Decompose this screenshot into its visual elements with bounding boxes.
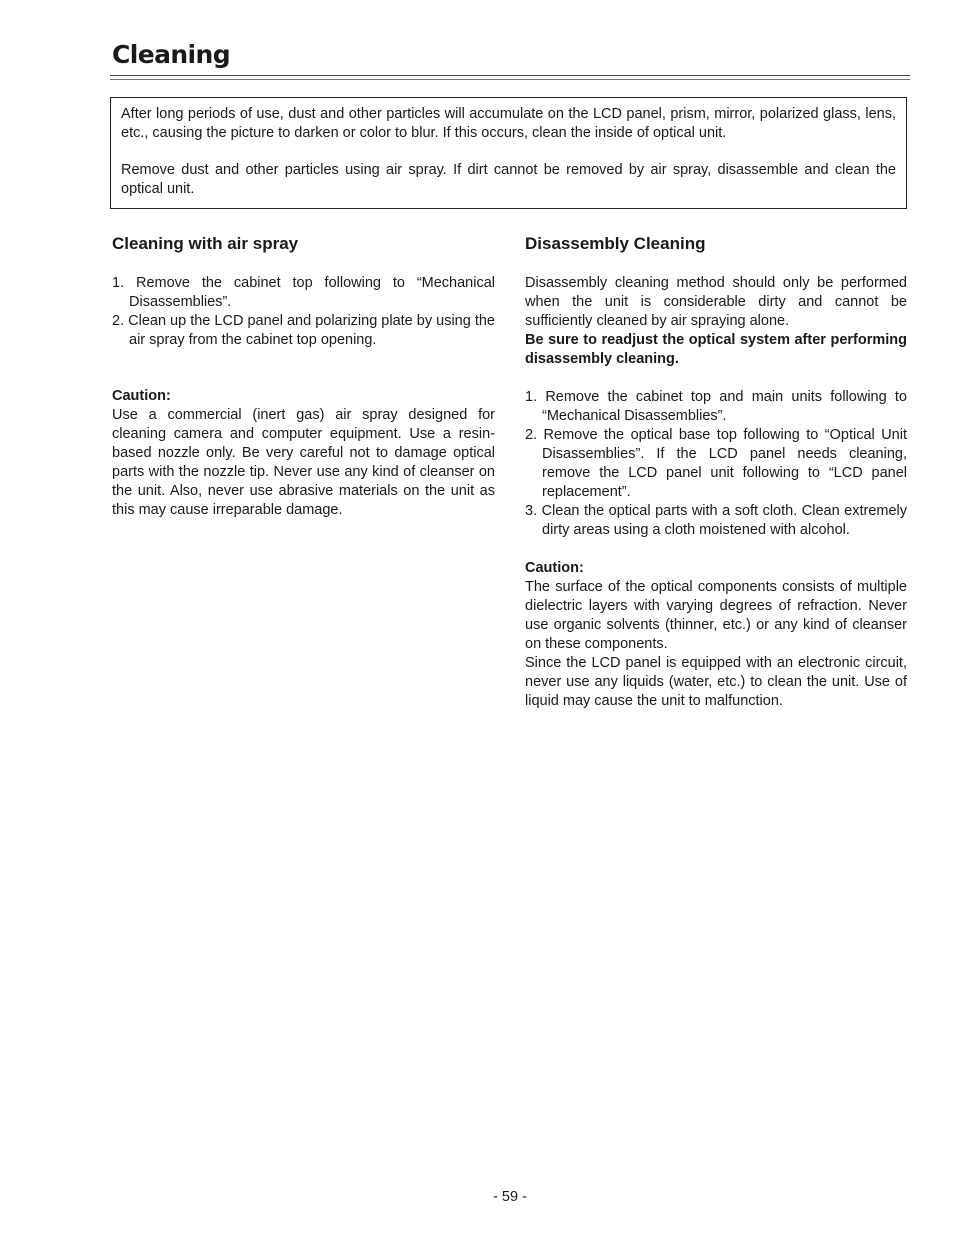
air-spray-heading: Cleaning with air spray [112,234,299,253]
intro-box [110,97,907,209]
disassembly-step-1: 1. Remove the cabinet top and main units following to “Mechanical Disassemblies”. [525,389,907,424]
air-spray-step-1: 1. Remove the cabinet top following to “Mechanical Disassemblies”. [112,275,495,310]
page-number: - 59 - [493,1189,527,1205]
disassembly-caution-text-1: The surface of the optical components consists of multiple dielectric layers with varying degrees of refraction. Never use organic solvents (thinner, etc.) or any kind of cleanser on these components. [525,579,907,652]
air-spray-section [112,233,495,520]
disassembly-section [525,233,907,711]
air-spray-caution-text: Use a commercial (inert gas) air spray designed for cleaning camera and computer equipment. Use a resin-based nozzle only. Be very careful not to damage optical parts with the nozzle tip. Never use any kind of cleanser on the unit. Also, never use abrasive materials on the unit as this may cause irreparable damage. [112,407,495,518]
air-spray-steps [112,274,495,350]
title-rule-top [110,75,910,76]
disassembly-heading: Disassembly Cleaning [525,234,706,253]
disassembly-bold-note: Be sure to readjust the optical system after performing disassembly cleaning. [525,332,907,367]
disassembly-caution-heading: Caution: [525,560,584,576]
disassembly-step-3: 3. Clean the optical parts with a soft cloth. Clean extremely dirty areas using a cloth moistened with alcohol. [525,503,907,538]
air-spray-caution-heading: Caution: [112,388,171,404]
disassembly-intro: Disassembly cleaning method should only be performed when the unit is considerable dirty and cannot be sufficiently cleaned by air spraying alone. [525,275,907,329]
page-title: Cleaning [112,40,231,69]
disassembly-steps [525,388,907,540]
air-spray-step-2: 2. Clean up the LCD panel and polarizing plate by using the air spray from the cabinet top opening. [112,313,495,348]
intro-paragraph-1: After long periods of use, dust and other particles will accumulate on the LCD panel, prism, mirror, polarized glass, lens, etc., causing the picture to darken or color to blur. If this occurs, clean the inside of optical unit. [121,106,896,141]
title-rule-bottom [110,79,910,80]
disassembly-caution-text-2: Since the LCD panel is equipped with an electronic circuit, never use any liquids (water, etc.) to clean the unit. Use of liquid may cause the unit to malfunction. [525,655,907,709]
disassembly-step-2: 2. Remove the optical base top following to “Optical Unit Disassemblies”. If the LCD panel needs cleaning, remove the LCD panel unit following to “LCD panel replacement”. [525,427,907,500]
intro-paragraph-2: Remove dust and other particles using air spray. If dirt cannot be removed by air spray, disassemble and clean the optical unit. [121,162,896,197]
